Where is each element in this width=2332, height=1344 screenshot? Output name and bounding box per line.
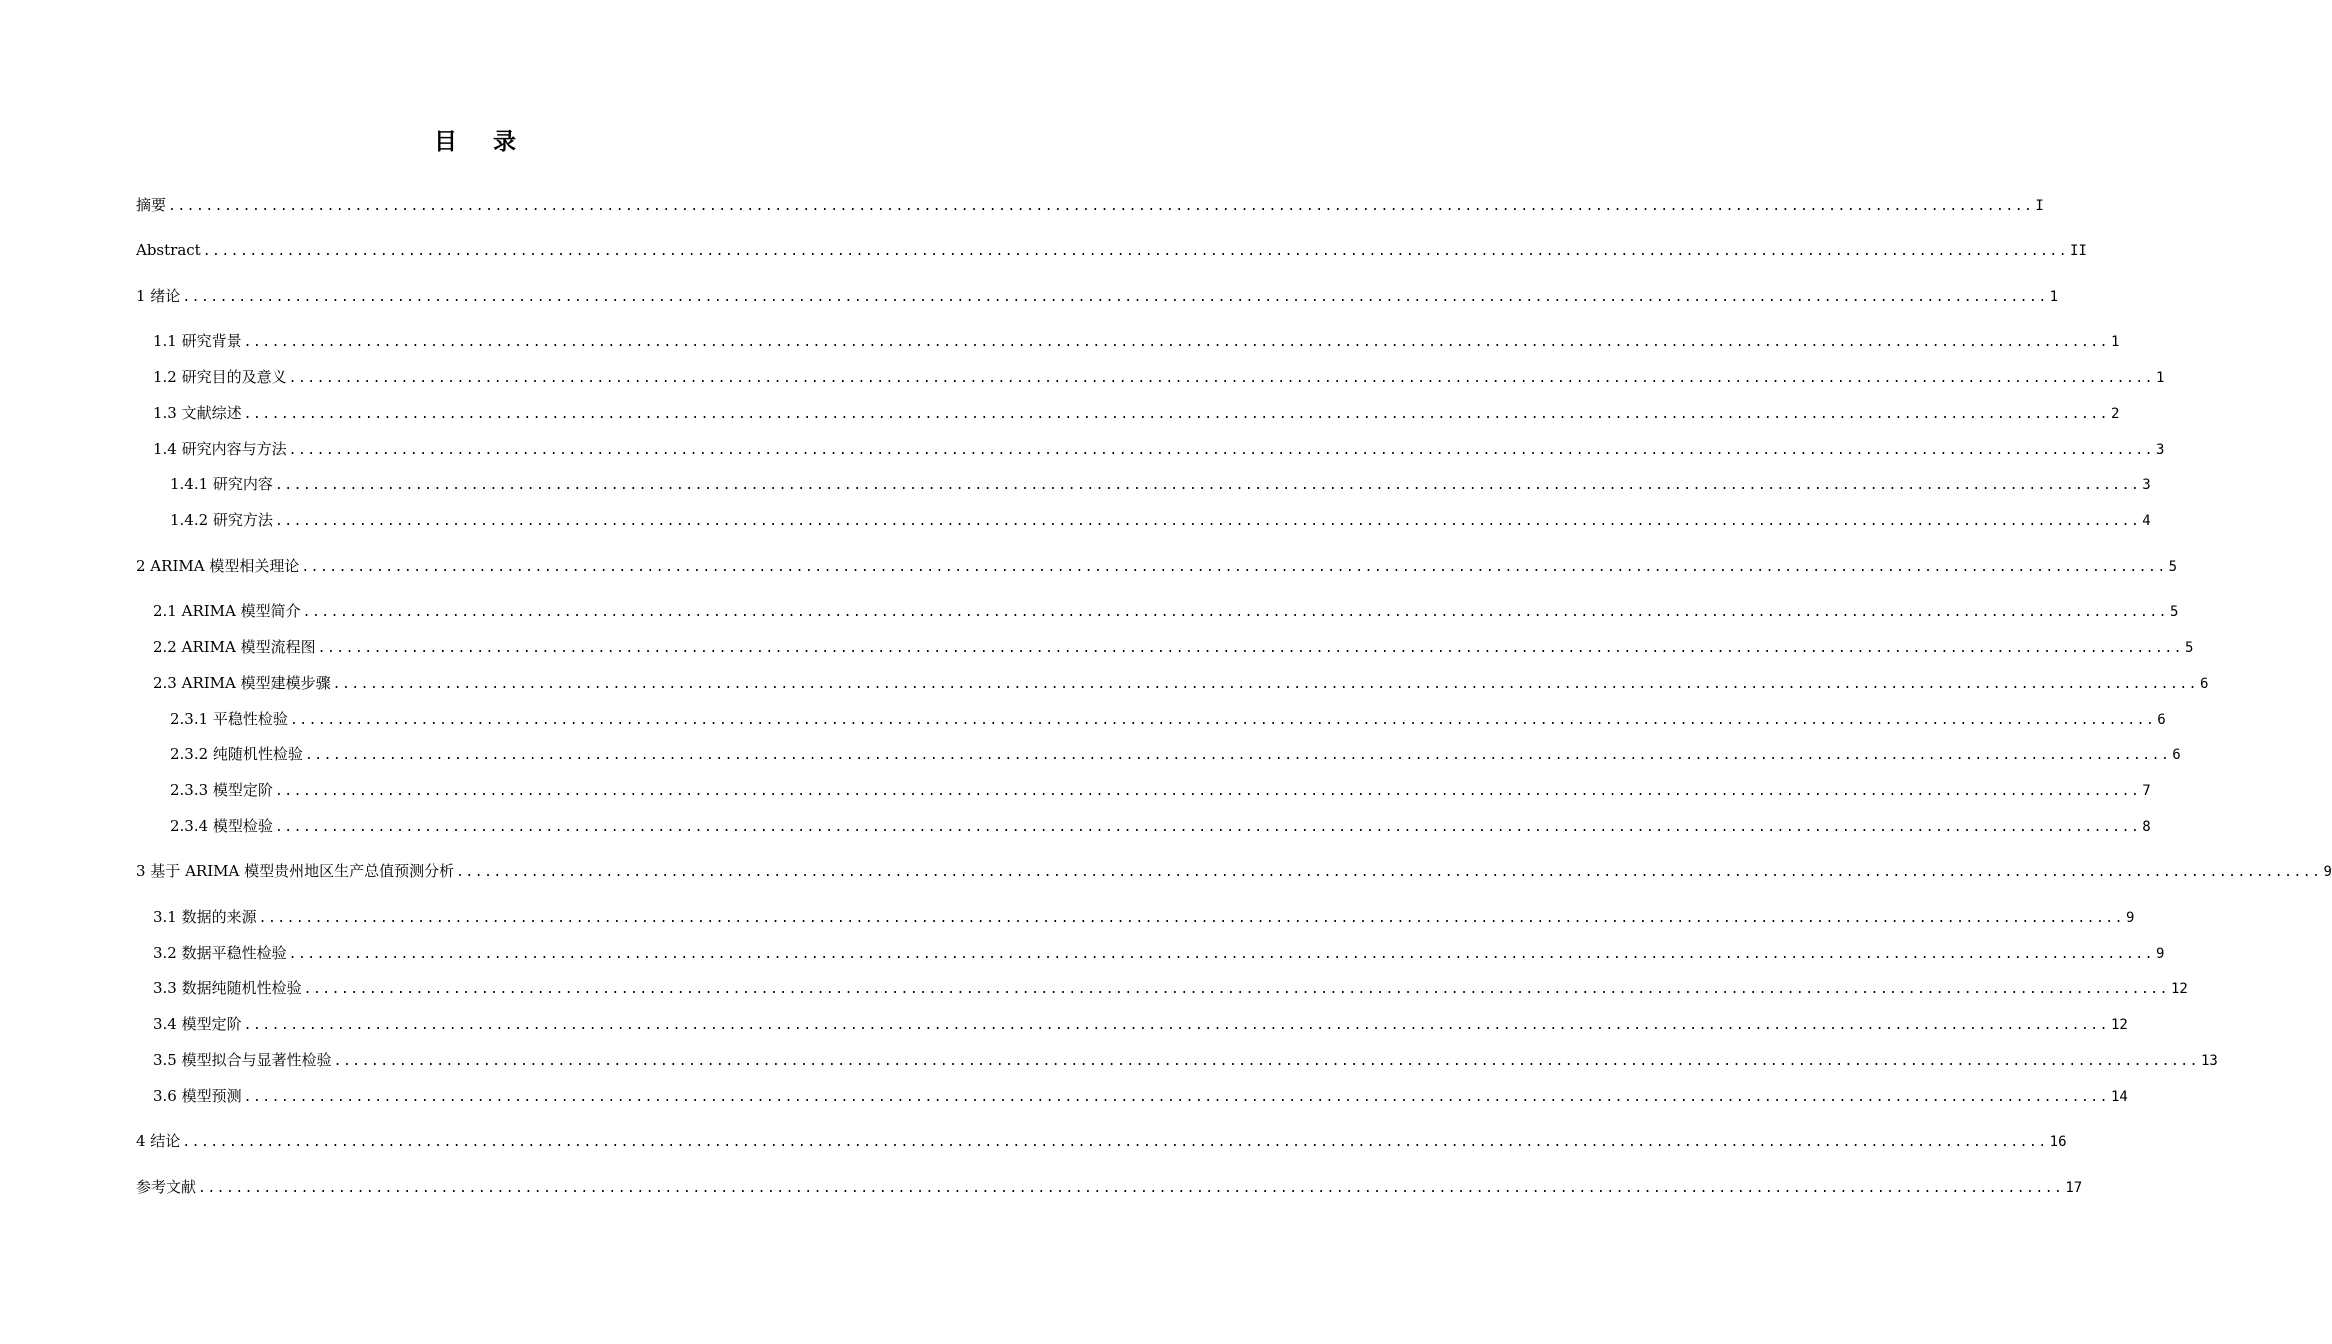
toc-entry-page: 5 (2168, 559, 2178, 575)
toc-entry-label: 1.1 研究背景 (153, 332, 242, 350)
toc-leader-dots: ........................................................................................................................................................................................................ (182, 1135, 2048, 1150)
toc-entry-label: 2.1 ARIMA 模型简介 (153, 602, 301, 620)
toc-entry-1-2[interactable] (153, 365, 2165, 389)
toc-title: 目 录 (433, 129, 530, 155)
toc-entry-2-1[interactable] (153, 599, 2179, 623)
toc-entry-3-2[interactable] (153, 941, 2165, 965)
toc-entry-chapter-1[interactable] (136, 284, 2059, 308)
toc-entry-page: 6 (2172, 747, 2181, 763)
toc-entry-3-3[interactable] (153, 976, 2188, 1000)
toc-entry-page: 2 (2110, 406, 2120, 422)
toc-entry-page: 12 (2110, 1017, 2128, 1033)
toc-entry-label: 3.6 模型预测 (153, 1087, 242, 1105)
toc-entry-2-3-1[interactable] (170, 707, 2166, 731)
toc-entry-label: 1 绪论 (136, 287, 181, 305)
toc-entry-page: 6 (2157, 712, 2166, 728)
toc-leader-dots: ........................................................................................................................................................................................................ (243, 335, 2109, 350)
toc-leader-dots: ........................................................................................................................................................................................................ (456, 865, 2322, 880)
toc-entry-label: 3.4 模型定阶 (153, 1015, 242, 1033)
toc-entry-page: 14 (2110, 1089, 2128, 1105)
toc-entry-2-2[interactable] (153, 635, 2194, 659)
toc-leader-dots: ........................................................................................................................................................................................................ (288, 947, 2154, 962)
toc-leader-dots: ........................................................................................................................................................................................................ (303, 982, 2169, 997)
toc-entry-page: 6 (2199, 676, 2209, 692)
toc-entry-page: 5 (2184, 640, 2194, 656)
toc-entry-2-3-4[interactable] (170, 814, 2151, 838)
toc-leader-dots: ........................................................................................................................................................................................................ (332, 677, 2198, 692)
toc-entry-page: 4 (2142, 513, 2151, 529)
toc-leader-dots: ........................................................................................................................................................................................................ (243, 1018, 2109, 1033)
toc-leader-dots: ........................................................................................................................................................................................................ (274, 820, 2141, 835)
toc-entry-page: 8 (2142, 819, 2151, 835)
toc-entry-label: Abstract (136, 241, 201, 259)
toc-entry-label: 1.3 文献综述 (153, 404, 242, 422)
toc-entry-page: I (2035, 198, 2044, 214)
toc-entry-3-5[interactable] (153, 1048, 2218, 1072)
toc-entry-chapter-2[interactable] (136, 554, 2178, 578)
toc-entry-label: 2.3.1 平稳性检验 (170, 710, 288, 728)
toc-entry-label: 3.3 数据纯随机性检验 (153, 979, 302, 997)
toc-leader-dots: ........................................................................................................................................................................................................ (258, 911, 2124, 926)
toc-entry-chapter-4[interactable] (136, 1129, 2067, 1153)
toc-leader-dots: ........................................................................................................................................................................................................ (243, 1090, 2109, 1105)
toc-entry-2-3[interactable] (153, 671, 2209, 695)
toc-entry-label: 4 结论 (136, 1132, 181, 1150)
toc-leader-dots: ........................................................................................................................................................................................................ (304, 748, 2171, 763)
toc-entry-1-4-1[interactable] (170, 472, 2151, 496)
toc-leader-dots: ........................................................................................................................................................................................................ (301, 560, 2167, 575)
toc-entry-page: 1 (2049, 289, 2059, 305)
toc-leader-dots: ........................................................................................................................................................................................................ (288, 371, 2154, 386)
toc-entry-2-3-3[interactable] (170, 778, 2151, 802)
toc-entry-1-4-2[interactable] (170, 508, 2151, 532)
toc-leader-dots: ........................................................................................................................................................................................................ (182, 290, 2048, 305)
toc-entry-page: 7 (2142, 783, 2151, 799)
toc-entry-1-1[interactable] (153, 329, 2120, 353)
toc-leader-dots: ........................................................................................................................................................................................................ (198, 1181, 2064, 1196)
toc-entry-label: 2.3.4 模型检验 (170, 817, 273, 835)
toc-entry-page: II (2070, 243, 2087, 259)
toc-entry-page: 9 (2323, 864, 2332, 880)
toc-entry-label: 参考文献 (136, 1178, 197, 1196)
toc-entry-label: 1.4.2 研究方法 (170, 511, 273, 529)
toc-entry-page: 3 (2142, 477, 2151, 493)
toc-entry-page: 9 (2155, 946, 2165, 962)
toc-leader-dots: ........................................................................................................................................................................................................ (168, 199, 2034, 214)
toc-leader-dots: ........................................................................................................................................................................................................ (243, 407, 2109, 422)
toc-entry-chapter-3[interactable] (136, 859, 2332, 883)
toc-leader-dots: ........................................................................................................................................................................................................ (288, 443, 2154, 458)
toc-entry-label: 1.4.1 研究内容 (170, 475, 273, 493)
toc-entry-page: 16 (2049, 1134, 2067, 1150)
toc-entry-page: 17 (2065, 1180, 2083, 1196)
toc-entry-label: 3.2 数据平稳性检验 (153, 944, 287, 962)
toc-entry-page: 1 (2155, 370, 2165, 386)
toc-entry-label: 2.3.2 纯随机性检验 (170, 745, 303, 763)
toc-leader-dots: ........................................................................................................................................................................................................ (333, 1054, 2199, 1069)
toc-entry-page: 5 (2169, 604, 2179, 620)
toc-entry-3-1[interactable] (153, 905, 2135, 929)
toc-entry-3-4[interactable] (153, 1012, 2128, 1036)
toc-entry-label: 1.4 研究内容与方法 (153, 440, 287, 458)
toc-entry-page: 12 (2170, 981, 2188, 997)
toc-entry-3-6[interactable] (153, 1084, 2128, 1108)
toc-leader-dots: ........................................................................................................................................................................................................ (317, 641, 2183, 656)
toc-entry-label: 2.2 ARIMA 模型流程图 (153, 638, 316, 656)
toc-entry-label: 2.3 ARIMA 模型建模步骤 (153, 674, 331, 692)
toc-leader-dots: ........................................................................................................................................................................................................ (274, 478, 2141, 493)
toc-entry-page: 1 (2110, 334, 2120, 350)
toc-entry-page: 3 (2155, 442, 2165, 458)
toc-leader-dots: ........................................................................................................................................................................................................ (274, 784, 2141, 799)
toc-entry-1-3[interactable] (153, 401, 2120, 425)
toc-entry-page: 9 (2125, 910, 2135, 926)
toc-leader-dots: ........................................................................................................................................................................................................ (302, 605, 2168, 620)
toc-leader-dots: ........................................................................................................................................................................................................ (289, 713, 2156, 728)
toc-entry-references[interactable] (136, 1175, 2083, 1199)
toc-entry-label: 2.3.3 模型定阶 (170, 781, 273, 799)
toc-entry-label: 3.1 数据的来源 (153, 908, 257, 926)
toc-entry-label: 1.2 研究目的及意义 (153, 368, 287, 386)
toc-entry-1-4[interactable] (153, 437, 2165, 461)
toc-entry-label: 摘要 (136, 196, 167, 214)
toc-entry-page: 13 (2200, 1053, 2218, 1069)
toc-leader-dots: ........................................................................................................................................................................................................ (274, 514, 2141, 529)
toc-entry-label: 3.5 模型拟合与显著性检验 (153, 1051, 332, 1069)
toc-leader-dots: ........................................................................................................................................................................................................ (202, 244, 2069, 259)
toc-entry-2-3-2[interactable] (170, 742, 2181, 766)
toc-entry-abstract-en[interactable] (136, 238, 2087, 262)
toc-entry-label: 2 ARIMA 模型相关理论 (136, 557, 300, 575)
toc-entry-abstract-cn[interactable] (136, 193, 2044, 217)
toc-entry-label: 3 基于 ARIMA 模型贵州地区生产总值预测分析 (136, 862, 455, 880)
